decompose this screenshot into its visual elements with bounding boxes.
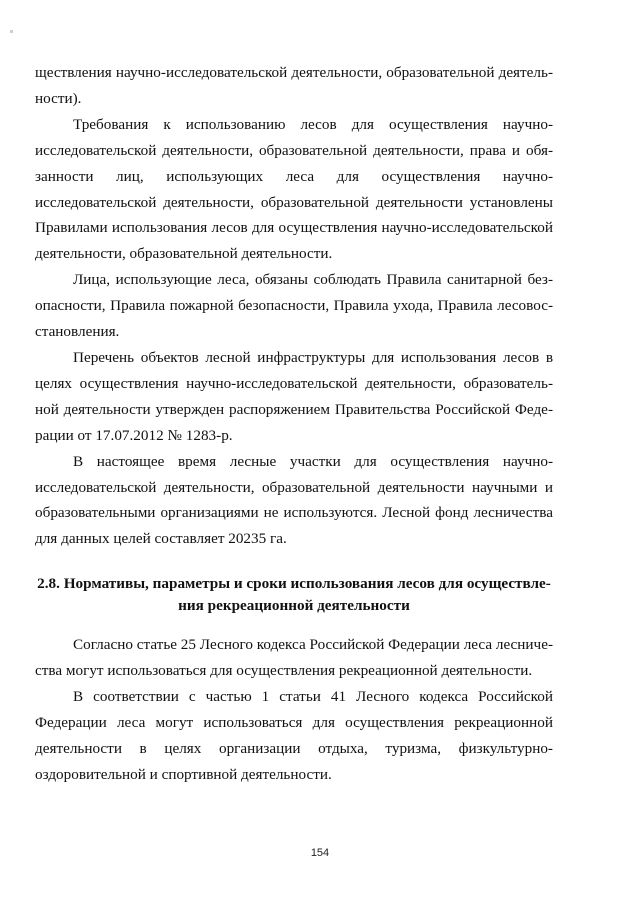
paragraph-requirements: Требования к использованию лесов для осуществления научноисследовательской деятельности, образовательной деятельности, права и обязанности лиц, использующих леса для осуществления научноисследовательской деятельности, образовательной деятельности установлены Правилами использования лесов для осуществления научно-исследовательской деятельности, образовательной деятельности. bbox=[35, 115, 553, 263]
paragraph-continuation: ществления научно-исследовательской деятельности, образовательной деятельности). bbox=[35, 64, 553, 107]
paragraph-article-41: В соответствии с частью 1 статьи 41 Лесного кодекса Российской Федерации леса могут использоваться для осуществления рекреационной деятельности в целях организации отдыха, туризма, физкультурно-оздоровительной и спортивной деятельности. bbox=[35, 687, 553, 783]
body-text-bottom bbox=[35, 632, 553, 787]
paragraph-obligations: Лица, использующие леса, обязаны соблюдать Правила санитарной безопасности, Правила пожарной безопасности, Правила ухода, Правила лесовосстановления. bbox=[35, 271, 553, 341]
body-text-top bbox=[35, 60, 553, 552]
paragraph-current-status: В настоящее время лесные участки для осуществления научноисследовательской деятельности, образовательной деятельности научными и образовательными организациями не используются. Лесной фонд лесничества для данных целей составляет 20235 га. bbox=[35, 452, 553, 548]
page-number: 154 bbox=[310, 847, 330, 859]
section-heading: 2.8. Нормативы, параметры и сроки использования лесов для осуществления рекреационной деятельности bbox=[37, 575, 551, 614]
paragraph-article-25: Согласно статье 25 Лесного кодекса Российской Федерации леса лесничества могут использоваться для осуществления рекреационной деятельности. bbox=[35, 636, 553, 679]
paragraph-infrastructure: Перечень объектов лесной инфраструктуры для использования лесов в целях осуществления научно-исследовательской деятельности, образовательной деятельности утвержден распоряжением Правительства Российской Федерации от 17.07.2012 № 1283-р. bbox=[35, 348, 553, 444]
scan-dot bbox=[10, 30, 13, 33]
